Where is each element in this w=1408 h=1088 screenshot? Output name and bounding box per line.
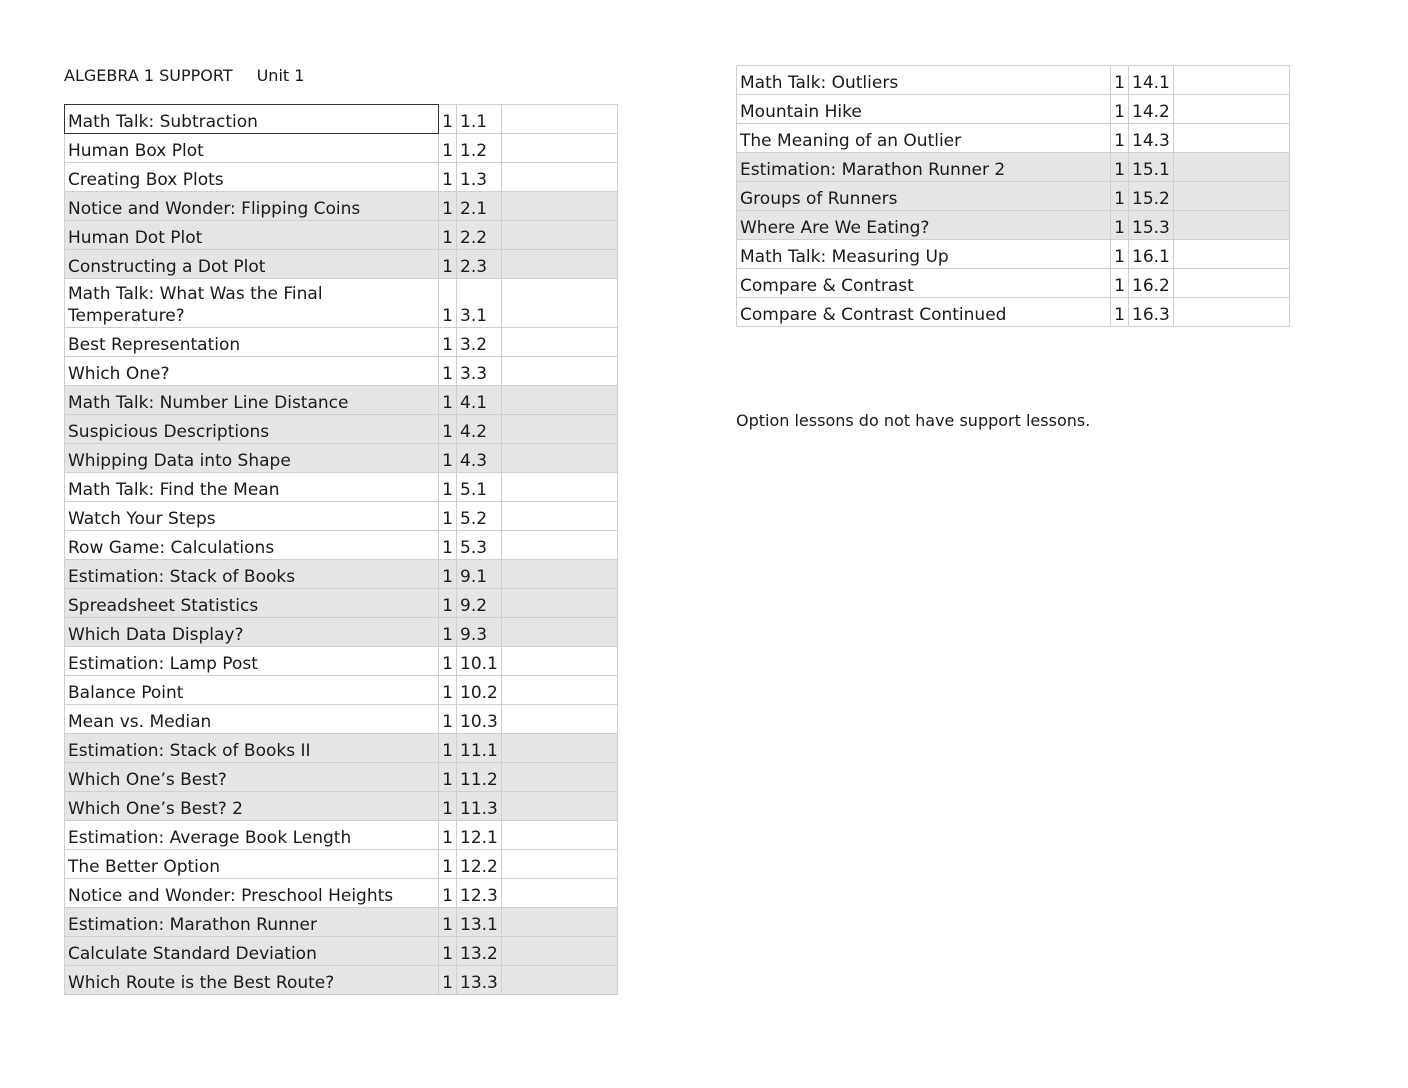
blank-cell[interactable] <box>501 105 617 134</box>
lesson-number-cell[interactable]: 1.3 <box>457 163 502 192</box>
table-row <box>65 473 618 502</box>
lesson-cell[interactable]: The Meaning of an Outlier <box>737 124 1111 153</box>
lesson-number-cell[interactable]: 2.3 <box>457 250 502 279</box>
table-row <box>65 444 618 473</box>
blank-cell[interactable] <box>501 386 617 415</box>
table-row <box>65 357 618 386</box>
lesson-cell[interactable]: The Better Option <box>65 850 439 879</box>
unit-cell[interactable]: 1 <box>439 105 457 134</box>
blank-cell[interactable] <box>1173 153 1289 182</box>
unit-cell[interactable]: 1 <box>439 705 457 734</box>
lesson-cell[interactable]: Groups of Runners <box>737 182 1111 211</box>
unit-cell[interactable]: 1 <box>439 560 457 589</box>
lesson-number-cell[interactable]: 14.3 <box>1129 124 1174 153</box>
table-row <box>65 966 618 995</box>
table-row <box>65 134 618 163</box>
unit-cell[interactable]: 1 <box>439 734 457 763</box>
unit-cell[interactable]: 1 <box>439 386 457 415</box>
unit-cell[interactable]: 1 <box>439 163 457 192</box>
lesson-number-cell[interactable]: 10.2 <box>457 676 502 705</box>
table-row <box>737 124 1290 153</box>
table-row <box>65 792 618 821</box>
lesson-number-cell[interactable]: 5.3 <box>457 531 502 560</box>
table-row <box>737 269 1290 298</box>
blank-cell[interactable] <box>501 415 617 444</box>
unit-cell[interactable]: 1 <box>1111 66 1129 95</box>
unit-cell[interactable]: 1 <box>439 821 457 850</box>
blank-cell[interactable] <box>501 850 617 879</box>
unit-cell[interactable]: 1 <box>439 502 457 531</box>
lesson-cell[interactable]: Estimation: Average Book Length <box>65 821 439 850</box>
blank-cell[interactable] <box>501 473 617 502</box>
lesson-number-cell[interactable]: 14.2 <box>1129 95 1174 124</box>
lesson-cell[interactable]: Math Talk: What Was the Final Temperature? <box>65 279 439 328</box>
table-row <box>65 279 618 328</box>
unit-cell[interactable]: 1 <box>439 618 457 647</box>
lesson-cell[interactable]: Compare & Contrast <box>737 269 1111 298</box>
unit-cell[interactable]: 1 <box>1111 211 1129 240</box>
blank-cell[interactable] <box>1173 211 1289 240</box>
lesson-cell[interactable]: Where Are We Eating? <box>737 211 1111 240</box>
blank-cell[interactable] <box>1173 240 1289 269</box>
lesson-cell[interactable]: Creating Box Plots <box>65 163 439 192</box>
lesson-number-cell[interactable]: 9.2 <box>457 589 502 618</box>
unit-cell[interactable]: 1 <box>439 444 457 473</box>
sheet-title: ALGEBRA 1 SUPPORT <box>64 66 233 85</box>
blank-cell[interactable] <box>501 192 617 221</box>
lesson-number-cell[interactable]: 13.3 <box>457 966 502 995</box>
unit-cell[interactable]: 1 <box>439 763 457 792</box>
lesson-number-cell[interactable]: 15.1 <box>1129 153 1174 182</box>
table-row <box>65 221 618 250</box>
blank-cell[interactable] <box>501 250 617 279</box>
unit-cell[interactable]: 1 <box>1111 182 1129 211</box>
table-row <box>737 298 1290 327</box>
table-row <box>65 502 618 531</box>
lesson-cell[interactable]: Math Talk: Outliers <box>737 66 1111 95</box>
unit-cell[interactable]: 1 <box>1111 269 1129 298</box>
unit-cell[interactable]: 1 <box>439 192 457 221</box>
unit-cell[interactable]: 1 <box>439 676 457 705</box>
lesson-number-cell[interactable]: 16.1 <box>1129 240 1174 269</box>
lesson-cell[interactable]: Estimation: Marathon Runner <box>65 908 439 937</box>
blank-cell[interactable] <box>501 279 617 328</box>
blank-cell[interactable] <box>501 734 617 763</box>
table-row <box>65 163 618 192</box>
lesson-cell[interactable]: Mean vs. Median <box>65 705 439 734</box>
blank-cell[interactable] <box>501 163 617 192</box>
lesson-cell[interactable]: Which One’s Best? <box>65 763 439 792</box>
lesson-cell[interactable]: Human Box Plot <box>65 134 439 163</box>
table-row <box>65 192 618 221</box>
unit-cell[interactable]: 1 <box>1111 153 1129 182</box>
blank-cell[interactable] <box>501 328 617 357</box>
blank-cell[interactable] <box>1173 95 1289 124</box>
table-row <box>65 415 618 444</box>
lesson-cell[interactable]: Which One? <box>65 357 439 386</box>
unit-cell[interactable]: 1 <box>439 279 457 328</box>
blank-cell[interactable] <box>1173 298 1289 327</box>
lesson-cell[interactable]: Best Representation <box>65 328 439 357</box>
blank-cell[interactable] <box>1173 269 1289 298</box>
lesson-number-cell[interactable]: 1.1 <box>457 105 502 134</box>
lesson-number-cell[interactable]: 5.2 <box>457 502 502 531</box>
lesson-number-cell[interactable]: 9.1 <box>457 560 502 589</box>
blank-cell[interactable] <box>1173 124 1289 153</box>
table-row <box>65 386 618 415</box>
lesson-number-cell[interactable]: 12.1 <box>457 821 502 850</box>
lesson-number-cell[interactable]: 12.2 <box>457 850 502 879</box>
unit-cell[interactable]: 1 <box>439 879 457 908</box>
lesson-cell[interactable]: Math Talk: Number Line Distance <box>65 386 439 415</box>
table-row <box>65 647 618 676</box>
unit-label: Unit 1 <box>256 66 305 85</box>
unit-cell[interactable]: 1 <box>439 357 457 386</box>
blank-cell[interactable] <box>501 531 617 560</box>
table-row <box>737 182 1290 211</box>
blank-cell[interactable] <box>501 908 617 937</box>
unit-cell[interactable]: 1 <box>439 937 457 966</box>
lesson-number-cell[interactable]: 13.2 <box>457 937 502 966</box>
unit-cell[interactable]: 1 <box>439 589 457 618</box>
table-row <box>65 705 618 734</box>
lesson-cell[interactable]: Notice and Wonder: Flipping Coins <box>65 192 439 221</box>
table-row <box>737 153 1290 182</box>
lesson-number-cell[interactable]: 12.3 <box>457 879 502 908</box>
blank-cell[interactable] <box>501 676 617 705</box>
lessons-table-left <box>64 104 618 995</box>
lesson-number-cell[interactable]: 9.3 <box>457 618 502 647</box>
lesson-cell[interactable]: Constructing a Dot Plot <box>65 250 439 279</box>
blank-cell[interactable] <box>501 618 617 647</box>
unit-cell[interactable]: 1 <box>439 647 457 676</box>
unit-cell[interactable]: 1 <box>439 908 457 937</box>
table-row <box>65 879 618 908</box>
lesson-number-cell[interactable]: 3.3 <box>457 357 502 386</box>
table-row <box>65 618 618 647</box>
lesson-number-cell[interactable]: 11.2 <box>457 763 502 792</box>
blank-cell[interactable] <box>1173 66 1289 95</box>
table-row <box>65 676 618 705</box>
table-row <box>65 560 618 589</box>
lesson-cell[interactable]: Compare & Contrast Continued <box>737 298 1111 327</box>
unit-cell[interactable]: 1 <box>439 250 457 279</box>
lesson-cell[interactable]: Calculate Standard Deviation <box>65 937 439 966</box>
lesson-cell[interactable]: Human Dot Plot <box>65 221 439 250</box>
lesson-number-cell[interactable]: 10.3 <box>457 705 502 734</box>
lesson-cell[interactable]: Notice and Wonder: Preschool Heights <box>65 879 439 908</box>
unit-cell[interactable]: 1 <box>1111 240 1129 269</box>
lesson-number-cell[interactable]: 14.1 <box>1129 66 1174 95</box>
lesson-cell[interactable]: Estimation: Stack of Books II <box>65 734 439 763</box>
unit-cell[interactable]: 1 <box>439 328 457 357</box>
unit-cell[interactable]: 1 <box>439 531 457 560</box>
table-row <box>737 66 1290 95</box>
lesson-cell[interactable]: Math Talk: Find the Mean <box>65 473 439 502</box>
unit-cell[interactable]: 1 <box>439 134 457 163</box>
blank-cell[interactable] <box>501 879 617 908</box>
lesson-cell[interactable]: Math Talk: Measuring Up <box>737 240 1111 269</box>
blank-cell[interactable] <box>501 821 617 850</box>
table-row <box>65 589 618 618</box>
blank-cell[interactable] <box>501 560 617 589</box>
blank-cell[interactable] <box>501 937 617 966</box>
blank-cell[interactable] <box>501 792 617 821</box>
lesson-cell[interactable]: Which Route is the Best Route? <box>65 966 439 995</box>
lesson-number-cell[interactable]: 13.1 <box>457 908 502 937</box>
blank-cell[interactable] <box>501 705 617 734</box>
sheet-header <box>64 66 304 85</box>
lesson-cell[interactable]: Which One’s Best? 2 <box>65 792 439 821</box>
table-row <box>65 531 618 560</box>
lesson-number-cell[interactable]: 11.1 <box>457 734 502 763</box>
blank-cell[interactable] <box>501 357 617 386</box>
table-row <box>65 937 618 966</box>
option-lessons-note: Option lessons do not have support lessons. <box>736 411 1091 430</box>
unit-cell[interactable]: 1 <box>439 792 457 821</box>
lesson-number-cell[interactable]: 16.2 <box>1129 269 1174 298</box>
table-row <box>65 328 618 357</box>
lesson-cell[interactable]: Which Data Display? <box>65 618 439 647</box>
lesson-number-cell[interactable]: 4.2 <box>457 415 502 444</box>
lesson-cell[interactable]: Math Talk: Subtraction <box>65 105 439 134</box>
unit-cell[interactable]: 1 <box>439 221 457 250</box>
blank-cell[interactable] <box>501 502 617 531</box>
lesson-number-cell[interactable]: 5.1 <box>457 473 502 502</box>
unit-cell[interactable]: 1 <box>439 473 457 502</box>
blank-cell[interactable] <box>501 763 617 792</box>
lesson-number-cell[interactable]: 15.2 <box>1129 182 1174 211</box>
blank-cell[interactable] <box>1173 182 1289 211</box>
lesson-cell[interactable]: Estimation: Stack of Books <box>65 560 439 589</box>
lesson-number-cell[interactable]: 3.1 <box>457 279 502 328</box>
lesson-cell[interactable]: Estimation: Lamp Post <box>65 647 439 676</box>
lesson-number-cell[interactable]: 2.1 <box>457 192 502 221</box>
table-row <box>65 734 618 763</box>
unit-cell[interactable]: 1 <box>1111 298 1129 327</box>
unit-cell[interactable]: 1 <box>439 850 457 879</box>
lesson-number-cell[interactable]: 4.1 <box>457 386 502 415</box>
lesson-cell[interactable]: Mountain Hike <box>737 95 1111 124</box>
lesson-number-cell[interactable]: 3.2 <box>457 328 502 357</box>
table-row <box>737 95 1290 124</box>
lesson-cell[interactable]: Estimation: Marathon Runner 2 <box>737 153 1111 182</box>
blank-cell[interactable] <box>501 966 617 995</box>
table-row <box>65 821 618 850</box>
lesson-number-cell[interactable]: 4.3 <box>457 444 502 473</box>
lesson-number-cell[interactable]: 16.3 <box>1129 298 1174 327</box>
table-row <box>65 908 618 937</box>
lesson-cell[interactable]: Whipping Data into Shape <box>65 444 439 473</box>
table-row <box>737 240 1290 269</box>
lesson-number-cell[interactable]: 11.3 <box>457 792 502 821</box>
blank-cell[interactable] <box>501 589 617 618</box>
lesson-number-cell[interactable]: 15.3 <box>1129 211 1174 240</box>
unit-cell[interactable]: 1 <box>1111 124 1129 153</box>
blank-cell[interactable] <box>501 221 617 250</box>
lesson-cell[interactable]: Balance Point <box>65 676 439 705</box>
table-row <box>65 763 618 792</box>
unit-cell[interactable]: 1 <box>439 415 457 444</box>
lesson-cell[interactable]: Suspicious Descriptions <box>65 415 439 444</box>
lessons-table-right <box>736 65 1290 327</box>
blank-cell[interactable] <box>501 647 617 676</box>
lesson-cell[interactable]: Spreadsheet Statistics <box>65 589 439 618</box>
table-row <box>65 250 618 279</box>
table-row <box>65 850 618 879</box>
table-row <box>737 211 1290 240</box>
table-row <box>65 105 618 134</box>
blank-cell[interactable] <box>501 134 617 163</box>
lesson-cell[interactable]: Watch Your Steps <box>65 502 439 531</box>
lesson-number-cell[interactable]: 10.1 <box>457 647 502 676</box>
unit-cell[interactable]: 1 <box>1111 95 1129 124</box>
lesson-number-cell[interactable]: 1.2 <box>457 134 502 163</box>
lesson-cell[interactable]: Row Game: Calculations <box>65 531 439 560</box>
unit-cell[interactable]: 1 <box>439 966 457 995</box>
lesson-number-cell[interactable]: 2.2 <box>457 221 502 250</box>
blank-cell[interactable] <box>501 444 617 473</box>
